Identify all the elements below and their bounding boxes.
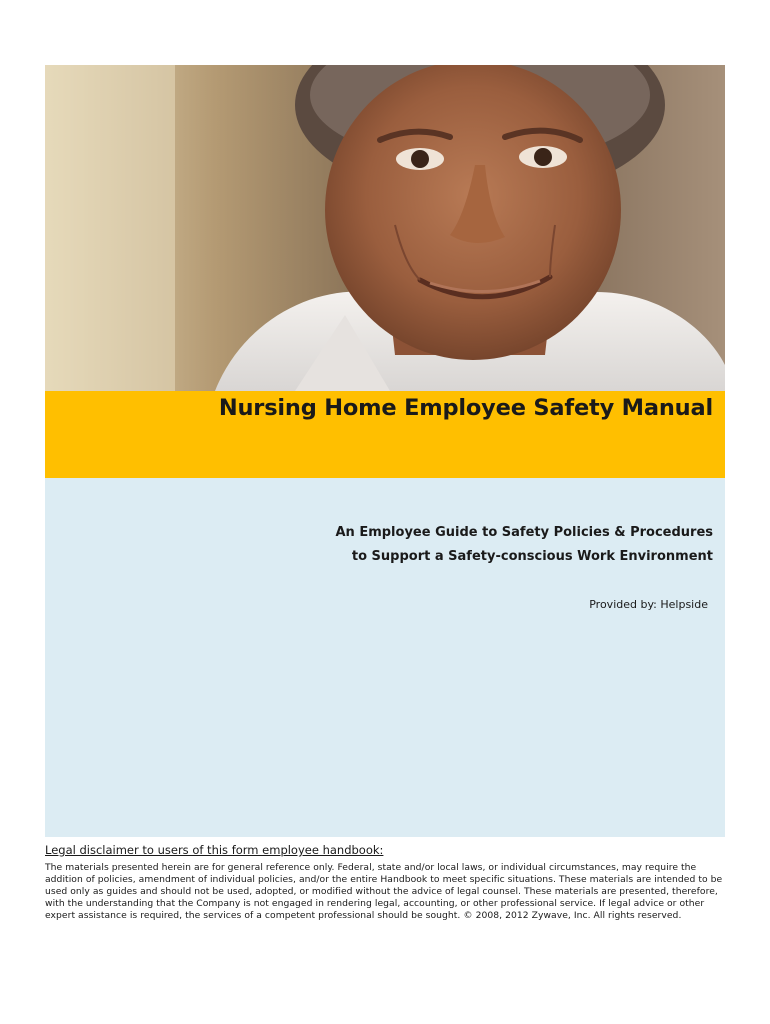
- title-band: [45, 391, 725, 478]
- legal-disclaimer-heading: Legal disclaimer to users of this form employee handbook:: [45, 843, 384, 857]
- legal-disclaimer: [45, 843, 725, 922]
- manual-subtitle: [335, 521, 713, 569]
- cover-photo-elderly-woman: [45, 65, 725, 391]
- legal-disclaimer-body: The materials presented herein are for general reference only. Federal, state and/or local laws, or individual circumstances, may require the addition of policies, amendment of individual policies, and/or the entire Handbook to meet specific situations. These materials are intended to be used only as guides and should not be used, adopted, or modified without the advice of legal counsel. These materials are presented, therefore, with the understanding that the Company is not engaged in rendering legal, accounting, or other professional service. If legal advice or other expert assistance is required, the services of a competent professional should be sought. © 2008, 2012 Zywave, Inc. All rights reserved.: [45, 862, 723, 921]
- manual-title: Nursing Home Employee Safety Manual: [218, 395, 713, 421]
- subtitle-line-1: An Employee Guide to Safety Policies & Procedures: [335, 525, 713, 540]
- cover-info-panel: [45, 478, 725, 837]
- provided-by: Provided by: Helpside: [589, 598, 708, 611]
- subtitle-line-2: to Support a Safety-conscious Work Environment: [351, 549, 713, 564]
